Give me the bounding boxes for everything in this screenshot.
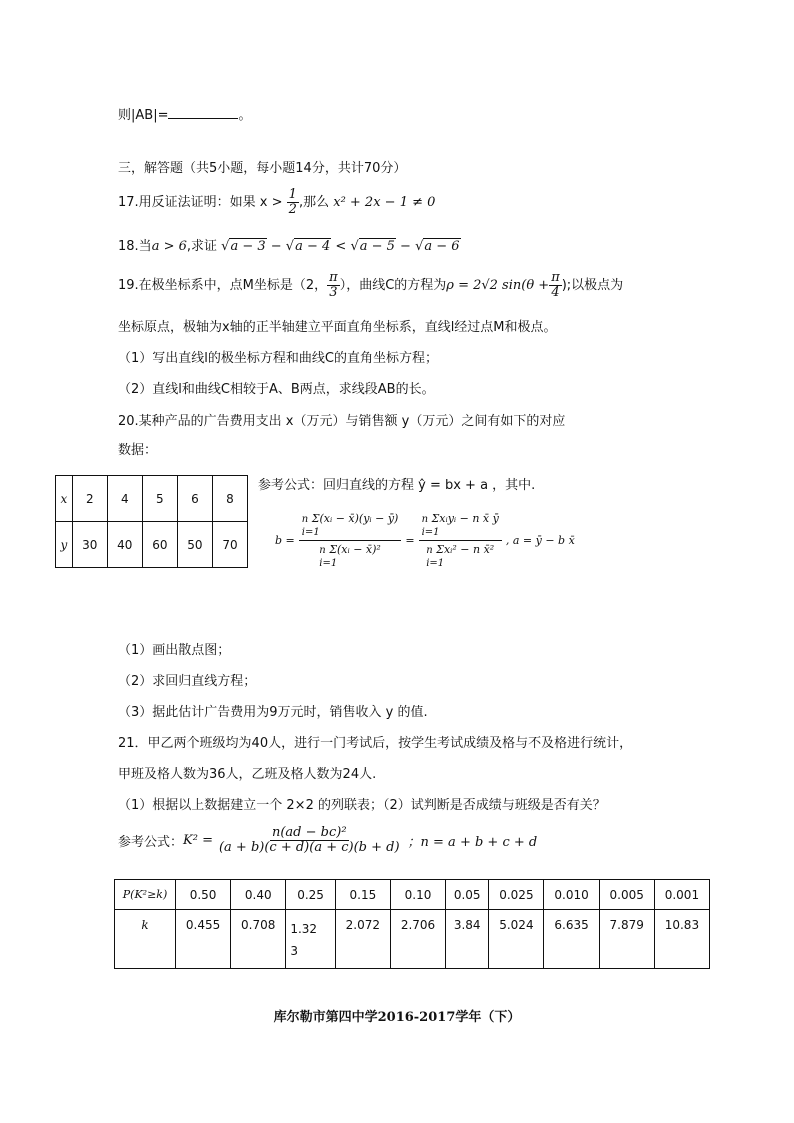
- table-cell: 0.005: [599, 880, 654, 910]
- table-cell: 0.001: [654, 880, 709, 910]
- table-cell: 0.25: [286, 880, 335, 910]
- question-19-line2: 坐标原点，极轴为x轴的正半轴建立平面直角坐标系，直线l经过点M和极点。: [118, 320, 557, 335]
- table-cell: 50: [177, 522, 212, 568]
- table-cell: 5: [142, 476, 177, 522]
- table-cell: 30: [72, 522, 107, 568]
- question-21-line2: 甲班及格人数为36人，乙班及格人数为24人.: [118, 767, 377, 782]
- question-20-sub3: （3）据此估计广告费用为9万元时，销售收入 y 的值.: [118, 705, 428, 720]
- regression-formula-intro: 参考公式：回归直线的方程 ŷ = bx + a ，其中.: [258, 478, 536, 493]
- formula-fraction-1: [299, 512, 402, 569]
- question-20-sub1: （1）画出散点图；: [118, 643, 231, 658]
- table-row-label: k: [115, 910, 176, 969]
- table-cell: 2: [72, 476, 107, 522]
- table-cell: 10.83: [654, 910, 709, 969]
- section-title: 三，解答题（共5小题，每小题14分，共计70分）: [118, 161, 407, 176]
- regression-formula: b = n Σ(xᵢ − x̄)(yᵢ − ȳ) i=1 n Σ(xᵢ − x̄)² i=1 = n Σxᵢyᵢ − n x̄ ȳ i=1 n Σxᵢ² − n x̄² i=1 , a = ȳ − b x̄: [275, 512, 575, 569]
- question-21-sub: （1）根据以上数据建立一个 2×2 的列联表；（2）试判断是否成绩与班级是否有关？: [118, 798, 606, 813]
- formula-denominator: n Σ(xᵢ − x̄)² i=1: [319, 543, 381, 569]
- table-cell: 3.84: [446, 910, 489, 969]
- table-cell: 1.32 3: [286, 910, 335, 969]
- table-cell: 0.708: [231, 910, 286, 969]
- question-19-sub2: （2）直线l和曲线C相较于A、B两点，求线段AB的长。: [118, 382, 435, 397]
- table-cell: 5.024: [489, 910, 544, 969]
- q16-answer-line: 则|AB|= 。: [118, 108, 252, 123]
- formula-numerator: n Σ(xᵢ − x̄)(yᵢ − ȳ) i=1: [299, 512, 402, 541]
- table-cell: 7.879: [599, 910, 654, 969]
- chi-square-formula: 参考公式： K² = $\frac{\text{n(ad − bc)²}}{(a + b)(c + d)(a + c)(b + d)}$ ；n = a + b + c + d: [118, 825, 538, 855]
- table-cell: 6: [177, 476, 212, 522]
- question-20-sub2: （2）求回归直线方程；: [118, 674, 257, 689]
- table-cell: 8: [212, 476, 247, 522]
- table-cell: 0.455: [176, 910, 231, 969]
- table-cell: 40: [107, 522, 142, 568]
- fraction: $\frac{1}{2}$: [288, 187, 297, 217]
- question-20-line2: 数据：: [118, 443, 158, 458]
- table-cell: 70: [212, 522, 247, 568]
- table-cell: 0.10: [390, 880, 445, 910]
- table-cell: 0.50: [176, 880, 231, 910]
- table-row-label: P(K²≥k): [115, 880, 176, 910]
- sqrt-expr: √a − 3 − √a − 4 < √a − 5 − √a − 6: [221, 239, 460, 254]
- question-17: 17.用反证法证明：如果 x > $\frac{1}{2}$ ,那么 x² + 2x − 1 ≠ 0: [118, 187, 436, 217]
- table-cell: 2.706: [390, 910, 445, 969]
- table-cell: 6.635: [544, 910, 599, 969]
- table-cell: 0.05: [446, 880, 489, 910]
- question-19-sub1: （1）写出直线l的极坐标方程和曲线C的直角坐标方程；: [118, 351, 438, 366]
- critical-value-table: [114, 879, 710, 969]
- table-cell: 0.025: [489, 880, 544, 910]
- table-header-x: x: [56, 476, 73, 522]
- page-footer: 库尔勒市第四中学2016-2017学年（下）: [273, 1010, 521, 1025]
- table-cell: 0.40: [231, 880, 286, 910]
- question-19-line1: 19.在极坐标系中，点M坐标是（2， $\frac{\pi}{3}$ ），曲线C的方程为ρ = 2√2 sin(θ + $\frac{\pi}{4}$ );以极点为: [118, 270, 624, 300]
- formula-numerator: n Σxᵢyᵢ − n x̄ ȳ i=1: [419, 512, 502, 541]
- table-cell: 0.15: [335, 880, 390, 910]
- answer-blank: [168, 106, 238, 119]
- table-cell: 4: [107, 476, 142, 522]
- data-table-xy: [55, 475, 248, 568]
- question-18: 18.当a > 6,求证 √a − 3 − √a − 4 < √a − 5 − √a − 6: [118, 239, 460, 254]
- fraction: $\frac{\text{n(ad − bc)²}}{(a + b)(c + d)(a + c)(b + d)}$: [218, 825, 400, 855]
- fraction: $\frac{\pi}{3}$: [329, 270, 338, 300]
- fraction: $\frac{\pi}{4}$: [551, 270, 560, 300]
- table-header-y: y: [56, 522, 73, 568]
- question-20-line1: 20.某种产品的广告费用支出 x（万元）与销售额 y（万元）之间有如下的对应: [118, 414, 566, 429]
- question-21-line1: 21．甲乙两个班级均为40人，进行一门考试后，按学生考试成绩及格与不及格进行统计，: [118, 736, 633, 751]
- table-cell: 60: [142, 522, 177, 568]
- formula-fraction-2: [419, 512, 502, 569]
- table-cell: 2.072: [335, 910, 390, 969]
- formula-denominator: n Σxᵢ² − n x̄² i=1: [426, 543, 495, 569]
- table-cell: 0.010: [544, 880, 599, 910]
